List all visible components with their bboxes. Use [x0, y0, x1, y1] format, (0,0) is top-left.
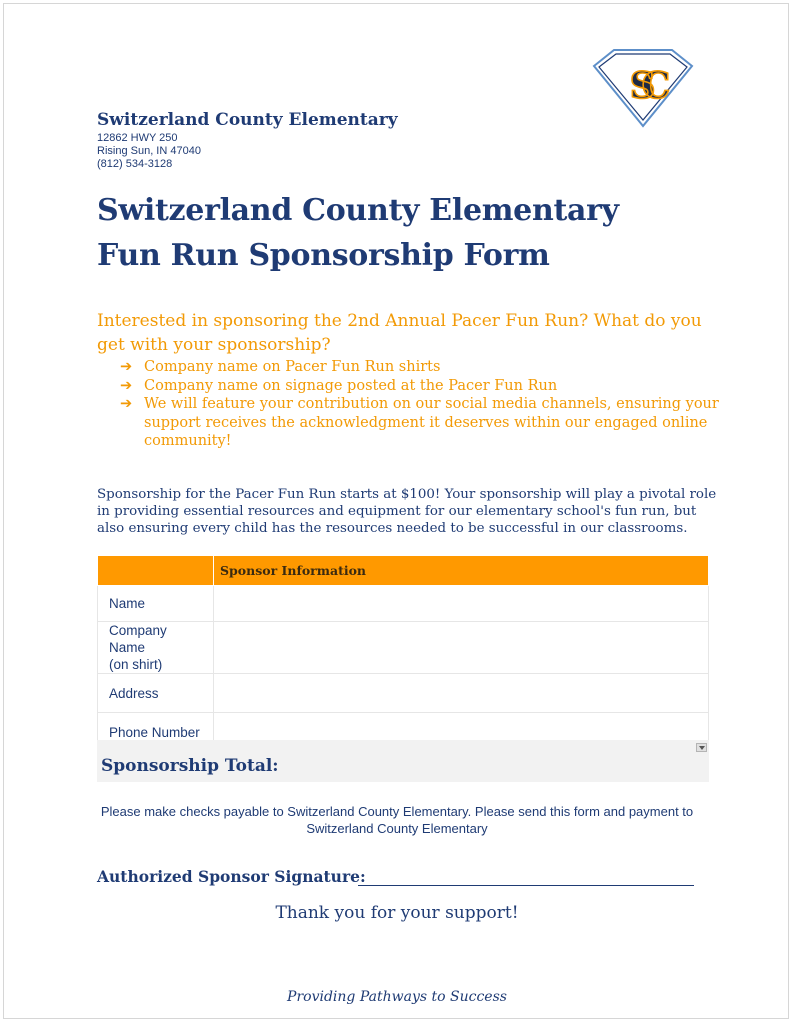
sponsor-info-table: [97, 555, 709, 753]
address-label: Address: [98, 674, 214, 713]
benefit-text: Company name on signage posted at the Pacer Fun Run: [144, 377, 558, 394]
thank-you-message: Thank you for your support!: [275, 903, 519, 923]
name-label: Name: [98, 586, 214, 622]
name-field[interactable]: [214, 586, 709, 622]
benefit-text: We will feature your contribution on our social media channels, ensuring your support receives the acknowledgment it deserves within our engaged online community!: [144, 396, 719, 449]
address-street: 12862 HWY 250: [97, 132, 178, 144]
school-phone: (812) 534-3128: [97, 158, 173, 170]
benefits-list: [120, 358, 720, 451]
table-row: [98, 622, 709, 674]
arrow-right-icon: ➔: [120, 396, 133, 412]
arrow-right-icon: ➔: [120, 377, 133, 394]
table-row: [98, 586, 709, 622]
table-row: [98, 674, 709, 713]
payable-note: Please make checks payable to Switzerland County Elementary. Please send this form and payment to Switzerland County Elementary: [100, 804, 694, 836]
sponsorship-total-bar: [97, 740, 709, 782]
page-title-line1: Switzerland County Elementary: [97, 193, 619, 228]
intro-question: Interested in sponsoring the 2nd Annual Pacer Fun Run? What do you get with your sponsorship?: [97, 311, 702, 355]
table-header-title: Sponsor Information: [214, 556, 709, 586]
address-city: Rising Sun, IN 47040: [97, 145, 201, 157]
total-dropdown-button[interactable]: [696, 743, 707, 752]
benefit-text: Company name on Pacer Fun Run shirts: [144, 359, 441, 375]
company-name-label: [98, 622, 214, 674]
company-name-field[interactable]: [214, 622, 709, 674]
benefit-item: [120, 377, 720, 396]
signature-line[interactable]: [358, 885, 694, 886]
company-name-label-line2: (on shirt): [109, 657, 163, 672]
table-header-row: [98, 556, 709, 586]
sponsorship-total-label: Sponsorship Total:: [101, 756, 279, 776]
table-header-blank: [98, 556, 214, 586]
footer-tagline: Providing Pathways to Success: [287, 989, 507, 1005]
school-logo: [592, 48, 694, 128]
benefit-item: [120, 395, 720, 451]
benefit-item: [120, 358, 720, 377]
chevron-down-icon: [699, 746, 705, 750]
signature-label: Authorized Sponsor Signature:: [97, 867, 366, 886]
arrow-right-icon: ➔: [120, 359, 133, 375]
school-name: Switzerland County Elementary: [97, 110, 398, 130]
page-title-line2: Fun Run Sponsorship Form: [97, 238, 550, 273]
logo-letters: SC: [629, 65, 657, 107]
sponsorship-description: Sponsorship for the Pacer Fun Run starts at $100! Your sponsorship will play a pivotal role in providing essential resources and equipment for our elementary school's fun run, but also ensuring every child has the resources needed to be successful in our classrooms.: [97, 487, 717, 537]
phone-number-label: Phone Number: [98, 713, 214, 753]
company-name-label-line1: Company Name: [109, 623, 167, 655]
address-field[interactable]: [214, 674, 709, 713]
